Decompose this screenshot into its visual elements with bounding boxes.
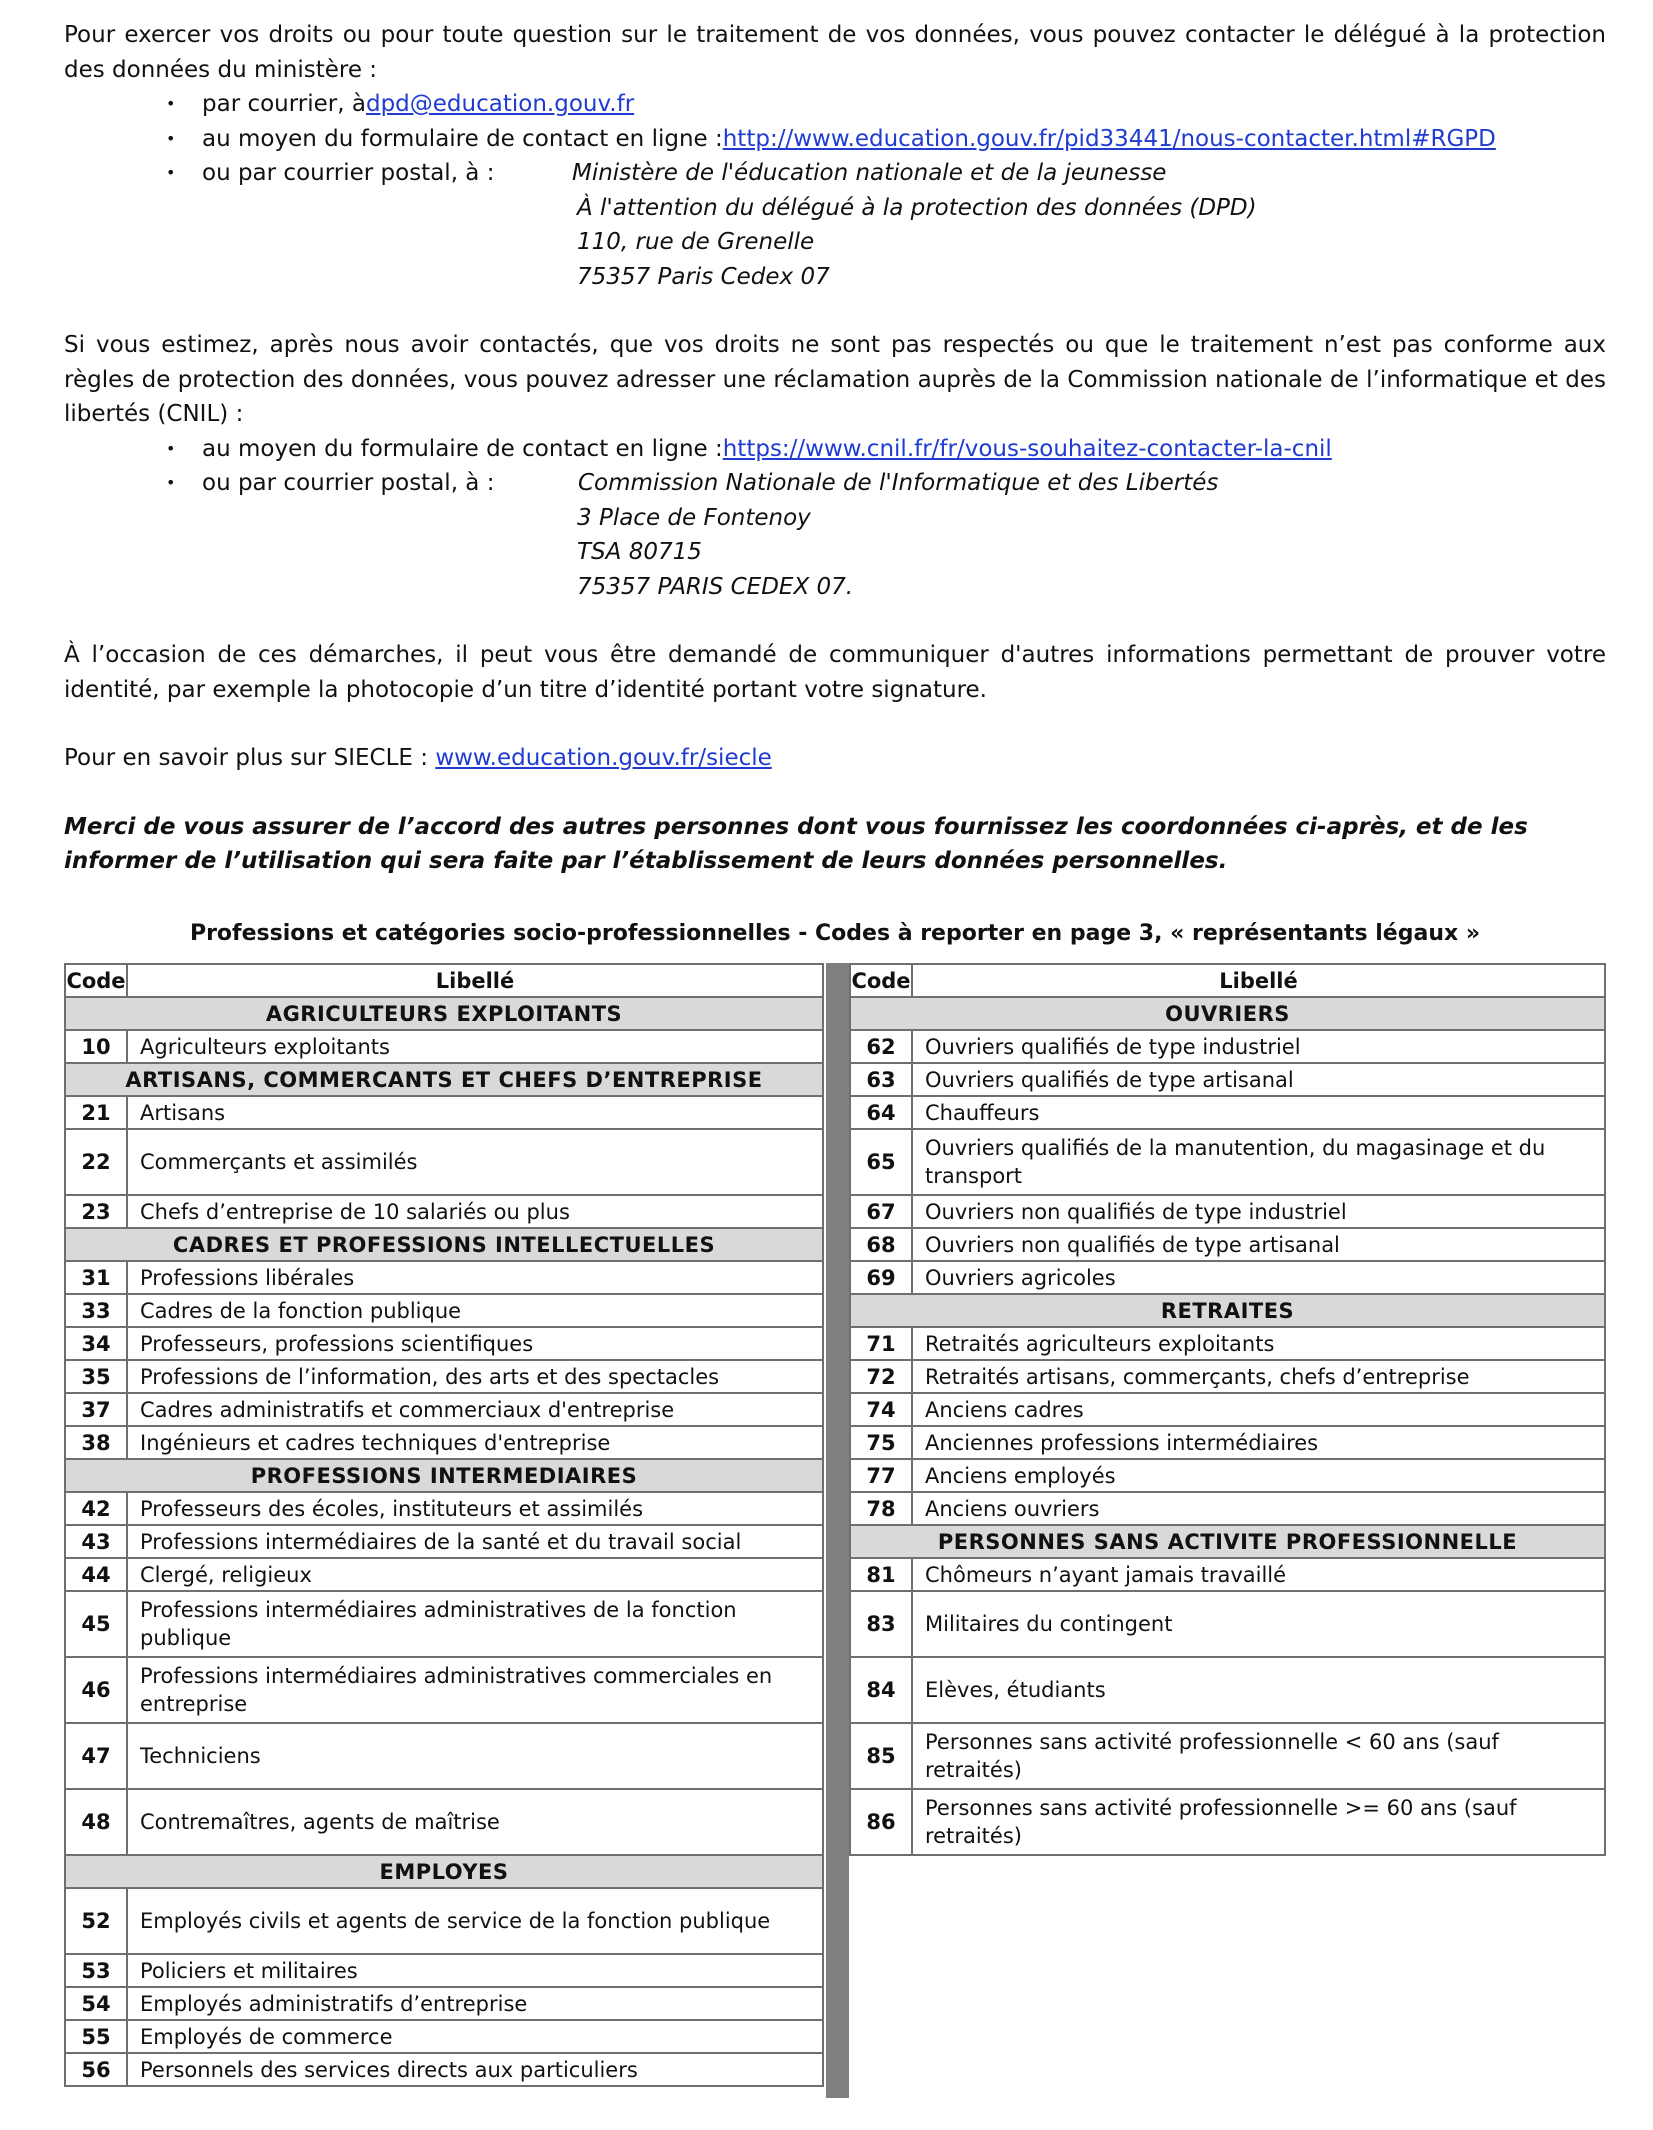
section-title: AGRICULTEURS EXPLOITANTS <box>65 997 823 1030</box>
table-row <box>850 1492 1605 1525</box>
pcs-code: 47 <box>65 1723 127 1789</box>
pcs-label: Anciens ouvriers <box>912 1492 1605 1525</box>
table-row <box>850 1426 1605 1459</box>
pcs-label: Commerçants et assimilés <box>127 1129 823 1195</box>
cnil-postal-label: ou par courrier postal, à : <box>202 470 495 496</box>
bullet-icon: • <box>166 438 176 458</box>
table-row <box>65 1525 823 1558</box>
code-header: Code <box>65 964 127 997</box>
pcs-label: Militaires du contingent <box>912 1591 1605 1657</box>
pcs-code: 42 <box>65 1492 127 1525</box>
section-row <box>65 1063 823 1096</box>
pcs-label: Professions libérales <box>127 1261 823 1294</box>
section-title: ARTISANS, COMMERCANTS ET CHEFS D’ENTREPRISE <box>65 1063 823 1096</box>
table-row <box>850 1030 1605 1063</box>
section-row <box>65 1459 823 1492</box>
pcs-code: 45 <box>65 1591 127 1657</box>
table-row <box>850 1228 1605 1261</box>
contact-item-email <box>64 87 1606 122</box>
siecle-line <box>64 741 1606 776</box>
section-row <box>850 1294 1605 1327</box>
section-title: OUVRIERS <box>850 997 1605 1030</box>
table-row <box>850 1327 1605 1360</box>
table-caption: Professions et catégories socio-professionnelles - Codes à reporter en page 3, « représentants légaux » <box>189 920 1481 946</box>
pcs-label: Employés de commerce <box>127 2020 823 2053</box>
pcs-label: Chauffeurs <box>912 1096 1605 1129</box>
section-row <box>65 1855 823 1888</box>
pcs-code: 54 <box>65 1987 127 2020</box>
pcs-label: Ouvriers qualifiés de type industriel <box>912 1030 1605 1063</box>
contact-form-link[interactable]: http://www.education.gouv.fr/pid33441/nous-contacter.html#RGPD <box>722 125 1496 152</box>
section-row <box>65 997 823 1030</box>
bullet-icon: • <box>166 128 176 148</box>
table-row <box>850 1063 1605 1096</box>
section-title: EMPLOYES <box>65 1855 823 1888</box>
pcs-code: 43 <box>65 1525 127 1558</box>
pcs-code: 55 <box>65 2020 127 2053</box>
ministry-address <box>577 191 1606 295</box>
table-row <box>850 1657 1605 1723</box>
table-row <box>850 1261 1605 1294</box>
pcs-code: 75 <box>850 1426 912 1459</box>
pcs-code: 65 <box>850 1129 912 1195</box>
pcs-code: 35 <box>65 1360 127 1393</box>
table-row <box>65 1987 823 2020</box>
cnil-list <box>64 432 1606 501</box>
pcs-label: Ouvriers non qualifiés de type industriel <box>912 1195 1605 1228</box>
contact-email-label: par courrier, à <box>202 91 366 117</box>
bullet-icon: • <box>166 163 176 182</box>
section-row <box>850 1525 1605 1558</box>
pcs-label: Personnes sans activité professionnelle >= 60 ans (sauf retraités) <box>912 1789 1605 1855</box>
table-row <box>65 1426 823 1459</box>
contact-postal-label: ou par courrier postal, à : <box>202 160 495 186</box>
pcs-label: Professions de l’information, des arts et des spectacles <box>127 1360 823 1393</box>
emphasis-note: Merci de vous assurer de l’accord des autres personnes dont vous fournissez les coordonnées ci-après, et de les informer de l’utilisation qui sera faite par l’établissement de leurs données personnelles. <box>64 813 1528 874</box>
table-row <box>850 1789 1605 1855</box>
pcs-label: Anciens cadres <box>912 1393 1605 1426</box>
pcs-label: Professions intermédiaires administratives commerciales en entreprise <box>127 1657 823 1723</box>
ministry-address-line: À l'attention du délégué à la protection des données (DPD) <box>577 194 1257 221</box>
table-header-row <box>65 964 823 997</box>
table-row <box>850 1558 1605 1591</box>
table-row <box>65 1261 823 1294</box>
pcs-code: 86 <box>850 1789 912 1855</box>
pcs-table-right <box>849 963 1606 1856</box>
table-row <box>850 1591 1605 1657</box>
pcs-code: 85 <box>850 1723 912 1789</box>
cnil-intro: Si vous estimez, après nous avoir contactés, que vos droits ne sont pas respectés ou que le traitement n’est pas conforme aux règles de protection des données, vous pouvez adresser une réclamation auprès de la Commission nationale de l’informatique et des libertés (CNIL) : <box>64 332 1606 427</box>
siecle-link[interactable]: www.education.gouv.fr/siecle <box>435 745 772 771</box>
pcs-label: Professeurs, professions scientifiques <box>127 1327 823 1360</box>
section-title: PERSONNES SANS ACTIVITE PROFESSIONNELLE <box>850 1525 1605 1558</box>
pcs-code: 34 <box>65 1327 127 1360</box>
pcs-label: Anciennes professions intermédiaires <box>912 1426 1605 1459</box>
table-row <box>65 1393 823 1426</box>
pcs-label: Chômeurs n’ayant jamais travaillé <box>912 1558 1605 1591</box>
table-row <box>850 1360 1605 1393</box>
pcs-label: Contremaîtres, agents de maîtrise <box>127 1789 823 1855</box>
cnil-address-line: TSA 80715 <box>577 539 702 565</box>
contact-intro: Pour exercer vos droits ou pour toute question sur le traitement de vos données, vous pouvez contacter le délégué à la protection des données du ministère : <box>64 22 1606 83</box>
pcs-label: Anciens employés <box>912 1459 1605 1492</box>
bullet-icon: • <box>166 94 176 113</box>
identity-note: À l’occasion de ces démarches, il peut vous être demandé de communiquer d'autres informations permettant de prouver votre identité, par exemple la photocopie d’un titre d’identité portant votre signature. <box>64 642 1606 703</box>
table-row <box>65 1888 823 1954</box>
pcs-label: Ouvriers agricoles <box>912 1261 1605 1294</box>
table-row <box>65 1360 823 1393</box>
dpd-email-link[interactable]: dpd@education.gouv.fr <box>365 91 635 117</box>
pcs-code: 21 <box>65 1096 127 1129</box>
table-row <box>65 1030 823 1063</box>
table-row <box>850 1393 1605 1426</box>
pcs-label: Professions intermédiaires de la santé et du travail social <box>127 1525 823 1558</box>
pcs-label: Policiers et militaires <box>127 1954 823 1987</box>
table-row <box>65 1294 823 1327</box>
table-row <box>850 1723 1605 1789</box>
table-row <box>65 1657 823 1723</box>
label-header: Libellé <box>912 964 1605 997</box>
pcs-code: 10 <box>65 1030 127 1063</box>
code-header: Code <box>850 964 912 997</box>
table-row <box>65 1954 823 1987</box>
section-title: CADRES ET PROFESSIONS INTELLECTUELLES <box>65 1228 823 1261</box>
cnil-form-label: au moyen du formulaire de contact en ligne : <box>202 435 723 462</box>
pcs-code: 23 <box>65 1195 127 1228</box>
pcs-code: 56 <box>65 2053 127 2086</box>
cnil-address <box>577 501 1606 605</box>
pcs-label: Employés administratifs d’entreprise <box>127 1987 823 2020</box>
pcs-code: 38 <box>65 1426 127 1459</box>
pcs-code: 71 <box>850 1327 912 1360</box>
pcs-code: 48 <box>65 1789 127 1855</box>
cnil-address-line: 3 Place de Fontenoy <box>577 504 811 531</box>
pcs-code: 67 <box>850 1195 912 1228</box>
pcs-label: Personnes sans activité professionnelle < 60 ans (sauf retraités) <box>912 1723 1605 1789</box>
pcs-code: 31 <box>65 1261 127 1294</box>
contact-item-postal <box>64 156 1606 191</box>
table-row <box>850 1459 1605 1492</box>
table-row <box>65 1591 823 1657</box>
table-row <box>65 1789 823 1855</box>
pcs-code: 77 <box>850 1459 912 1492</box>
table-row <box>850 1096 1605 1129</box>
pcs-code: 44 <box>65 1558 127 1591</box>
pcs-label: Chefs d’entreprise de 10 salariés ou plus <box>127 1195 823 1228</box>
table-row <box>65 1558 823 1591</box>
table-header-row <box>850 964 1605 997</box>
pcs-label: Retraités agriculteurs exploitants <box>912 1327 1605 1360</box>
table-row <box>850 1129 1605 1195</box>
pcs-code: 62 <box>850 1030 912 1063</box>
pcs-label: Employés civils et agents de service de la fonction publique <box>127 1888 823 1954</box>
pcs-code: 83 <box>850 1591 912 1657</box>
pcs-label: Ouvriers qualifiés de la manutention, du magasinage et du transport <box>912 1129 1605 1195</box>
table-row <box>65 1723 823 1789</box>
table-gap-bar <box>826 963 849 2098</box>
pcs-code: 46 <box>65 1657 127 1723</box>
table-row <box>65 1129 823 1195</box>
pcs-label: Cadres administratifs et commerciaux d'entreprise <box>127 1393 823 1426</box>
section-row <box>850 997 1605 1030</box>
cnil-form-link[interactable]: https://www.cnil.fr/fr/vous-souhaitez-contacter-la-cnil <box>722 435 1332 462</box>
bullet-icon: • <box>166 473 176 492</box>
ministry-address-line: Ministère de l'éducation nationale et de la jeunesse <box>572 160 1167 186</box>
table-row <box>65 1327 823 1360</box>
pcs-label: Ouvriers non qualifiés de type artisanal <box>912 1228 1605 1261</box>
pcs-label: Agriculteurs exploitants <box>127 1030 823 1063</box>
pcs-code: 69 <box>850 1261 912 1294</box>
pcs-label: Techniciens <box>127 1723 823 1789</box>
contact-form-label: au moyen du formulaire de contact en ligne : <box>202 125 723 152</box>
pcs-code: 84 <box>850 1657 912 1723</box>
pcs-label: Ingénieurs et cadres techniques d'entreprise <box>127 1426 823 1459</box>
section-row <box>65 1228 823 1261</box>
pcs-code: 63 <box>850 1063 912 1096</box>
pcs-code: 33 <box>65 1294 127 1327</box>
pcs-code: 64 <box>850 1096 912 1129</box>
cnil-item-postal <box>64 466 1606 501</box>
section-title: RETRAITES <box>850 1294 1605 1327</box>
ministry-address-line: 75357 Paris Cedex 07 <box>577 263 830 290</box>
table-row <box>65 2020 823 2053</box>
pcs-code: 68 <box>850 1228 912 1261</box>
pcs-table-left <box>64 963 824 2087</box>
cnil-address-line: 75357 PARIS CEDEX 07. <box>577 573 854 600</box>
table-row <box>65 2053 823 2086</box>
pcs-label: Retraités artisans, commerçants, chefs d’entreprise <box>912 1360 1605 1393</box>
pcs-code: 52 <box>65 1888 127 1954</box>
pcs-label: Clergé, religieux <box>127 1558 823 1591</box>
cnil-item-form <box>64 432 1606 467</box>
pcs-code: 81 <box>850 1558 912 1591</box>
table-row <box>65 1195 823 1228</box>
contact-item-form <box>64 122 1606 157</box>
pcs-code: 74 <box>850 1393 912 1426</box>
table-row <box>850 1195 1605 1228</box>
pcs-code: 78 <box>850 1492 912 1525</box>
document-page <box>64 18 1606 951</box>
pcs-code: 37 <box>65 1393 127 1426</box>
label-header: Libellé <box>127 964 823 997</box>
pcs-label: Artisans <box>127 1096 823 1129</box>
table-row <box>65 1492 823 1525</box>
pcs-label: Personnels des services directs aux particuliers <box>127 2053 823 2086</box>
table-row <box>65 1096 823 1129</box>
pcs-label: Elèves, étudiants <box>912 1657 1605 1723</box>
pcs-code: 72 <box>850 1360 912 1393</box>
ministry-address-line: 110, rue de Grenelle <box>577 229 815 255</box>
pcs-label: Cadres de la fonction publique <box>127 1294 823 1327</box>
siecle-label: Pour en savoir plus sur SIECLE : <box>64 745 436 771</box>
pcs-label: Professeurs des écoles, instituteurs et assimilés <box>127 1492 823 1525</box>
section-title: PROFESSIONS INTERMEDIAIRES <box>65 1459 823 1492</box>
cnil-address-line: Commission Nationale de l'Informatique et des Libertés <box>578 470 1219 496</box>
pcs-code: 22 <box>65 1129 127 1195</box>
pcs-label: Professions intermédiaires administratives de la fonction publique <box>127 1591 823 1657</box>
pcs-label: Ouvriers qualifiés de type artisanal <box>912 1063 1605 1096</box>
pcs-code: 53 <box>65 1954 127 1987</box>
contact-list <box>64 87 1606 191</box>
